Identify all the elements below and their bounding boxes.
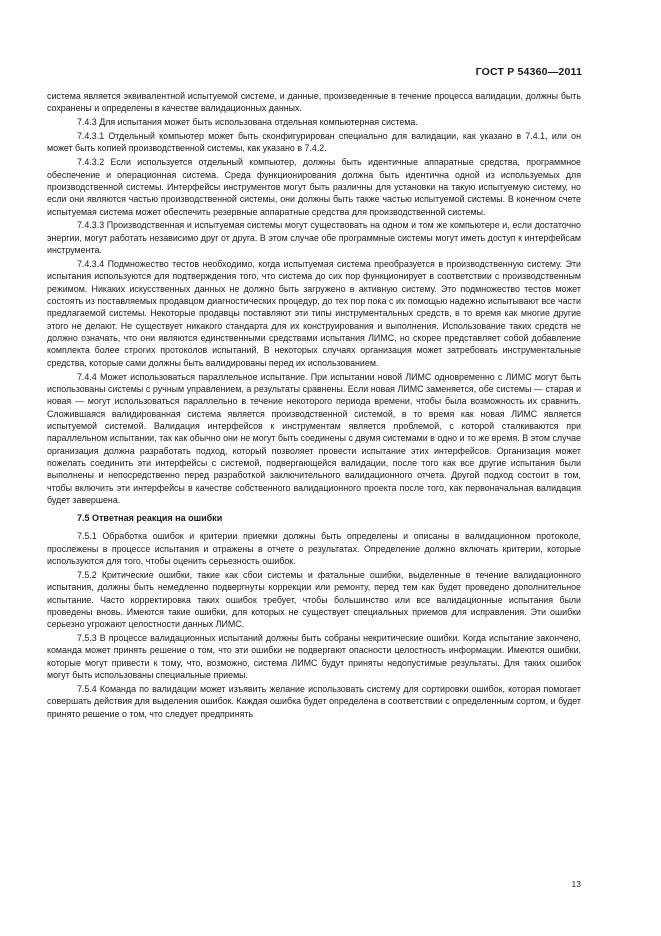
section-heading-7-5: 7.5 Ответная реакция на ошибки: [77, 513, 223, 524]
paragraph-7-4-4: 7.4.4 Может использоваться параллельное испытание. При испытании новой ЛИМС одновременно с ЛИМС могут быть использованы системы с ручным управлением, а результаты сравнены. Если новая ЛИМС заменяется, обе системы — старая и новая — могут использоваться параллельно в течение некоторого периода времени, чтобы была возможность их сравнить. Сложившаяся валидированная система является производственной системой, в то время как новая ЛИМС является испытуемой системой. Валидация интерфейсов к инструментам является проблемой, с которой сталкиваются при параллельном испытании, так как обычно они не могут быть соединены с двумя системами в одно и то же время. В этом случае организация должна разработать подход, который позволяет провести испытание этих интерфейсов. Организация может пожелать соединить эти интерфейсы с системой, подвергающейся валидации, после того как все другие испытания были выполнены и непосредственно перед разработкой заключительного валидационного отчета. Другой подход состоит в том, чтобы включить эти интерфейсы в качестве собственного валидационного проекта после того, как первоначальная валидация будет завершена.: [47, 371, 581, 505]
document-standard-id: ГОСТ Р 54360—2011: [475, 66, 582, 78]
paragraph-7-5-4: 7.5.4 Команда по валидации может изъявить желание использовать систему для сортировки ошибок, которая помогает совершать действия для выделения ошибок. Каждая ошибка будет определена в соответствии с определенным сортом, и будет принято решение о том, что следует предпринять: [47, 683, 581, 719]
paragraph-7-5-1: 7.5.1 Обработка ошибок и критерии приемки должны быть определены и описаны в валидационном протоколе, прослежены в процессе испытания и отражены в отчете о результатах. Определение должно включать критерии, которые используются для того, чтобы оценить серьезность ошибок.: [47, 531, 581, 567]
paragraph-7-5-2: 7.5.2 Критические ошибки, такие как сбои системы и фатальные ошибки, выделенные в течение валидационного испытания, должны быть немедленно подвергнуты коррекции или ремонту, перед тем как будет проведено дополнительное испытание. Часто корректировка таких ошибок требует, чтобы большинство или все валидационные испытания были проведены вновь. Имеются такие ошибки, для которых не существует специальных приемов для исправления. Эти ошибки серьезно угрожают целостности данных ЛИМС.: [47, 569, 581, 630]
paragraph-7-5-3: 7.5.3 В процессе валидационных испытаний должны быть собраны некритические ошибки. Когда испытание закончено, команда может принять решение о том, что эти ошибки не подвергают опасности целостность информации. Имеются ошибки, которые могут привести к тому, что, возможно, система ЛИМС будут приняты недопустимые результаты. Для таких ошибок могут быть использованы специальные приемы.: [47, 633, 581, 681]
paragraph-continuation: система является эквивалентной испытуемой системе, и данные, произведенные в течение процесса валидации, должны быть сохранены и определены в качестве валидационных данных.: [47, 91, 581, 114]
paragraph-7-4-3-3: 7.4.3.3 Производственная и испытуемая системы могут существовать на одном и том же компьютере и, если достаточно энергии, могут работать независимо друг от друга. В этом случае обе программные системы могут иметь доступ к интерфейсам инструмента.: [47, 220, 581, 256]
paragraph-7-4-3-4: 7.4.3.4 Подмножество тестов необходимо, когда испытуемая система преобразуется в производственную систему. Эти испытания используются для подтверждения того, что система до сих пор функционирует в соответствии с производственным режимом. Никаких искусственных данных не должно быть загружено в активную систему. Это подмножество тестов может состоять из поставляемых продавцом диагностических процедур, до тех пор пока с их помощью надежно испытывают все части предлагаемой системы. Некоторые продавцы поставляют эти типы инструментальных средств, в то время как многие другие этого не делают. Не существует никакого стандарта для их конструирования и выполнения. Использование таких средств не должно означать, что они являются единственными средствами испытания ЛИМС, но скорее представляет собой добавление комплекта более строгих протоколов испытаний. В некоторых случаях организация может затребовать инструментальные средства, которые сами должны быть валидированы перед их использованием.: [47, 258, 581, 368]
paragraph-7-4-3-2: 7.4.3.2 Если используется отдельный компьютер, должны быть идентичные аппаратные средства, программное обеспечение и операционная система. Среда функционирования должна быть идентична одной из используемых для производственной системы. Интерфейсы инструментов могут быть различны для установки на такую испытуемую систему, но если они являются частью производственной системы, они должны быть также частью испытуемой системы. В конечном счете испытуемая система может обеспечить резервные аппаратные средства для производственной системы.: [47, 157, 581, 217]
page-number: 13: [571, 879, 581, 889]
paragraph-7-4-3: 7.4.3 Для испытания может быть использована отдельная компьютерная система.: [77, 117, 418, 128]
document-body: [47, 90, 581, 722]
paragraph-7-4-3-1: 7.4.3.1 Отдельный компьютер может быть сконфигурирован специально для валидации, как указано в 7.4.1, или он может быть копией производственной системы, как указано в 7.4.2.: [47, 131, 581, 154]
